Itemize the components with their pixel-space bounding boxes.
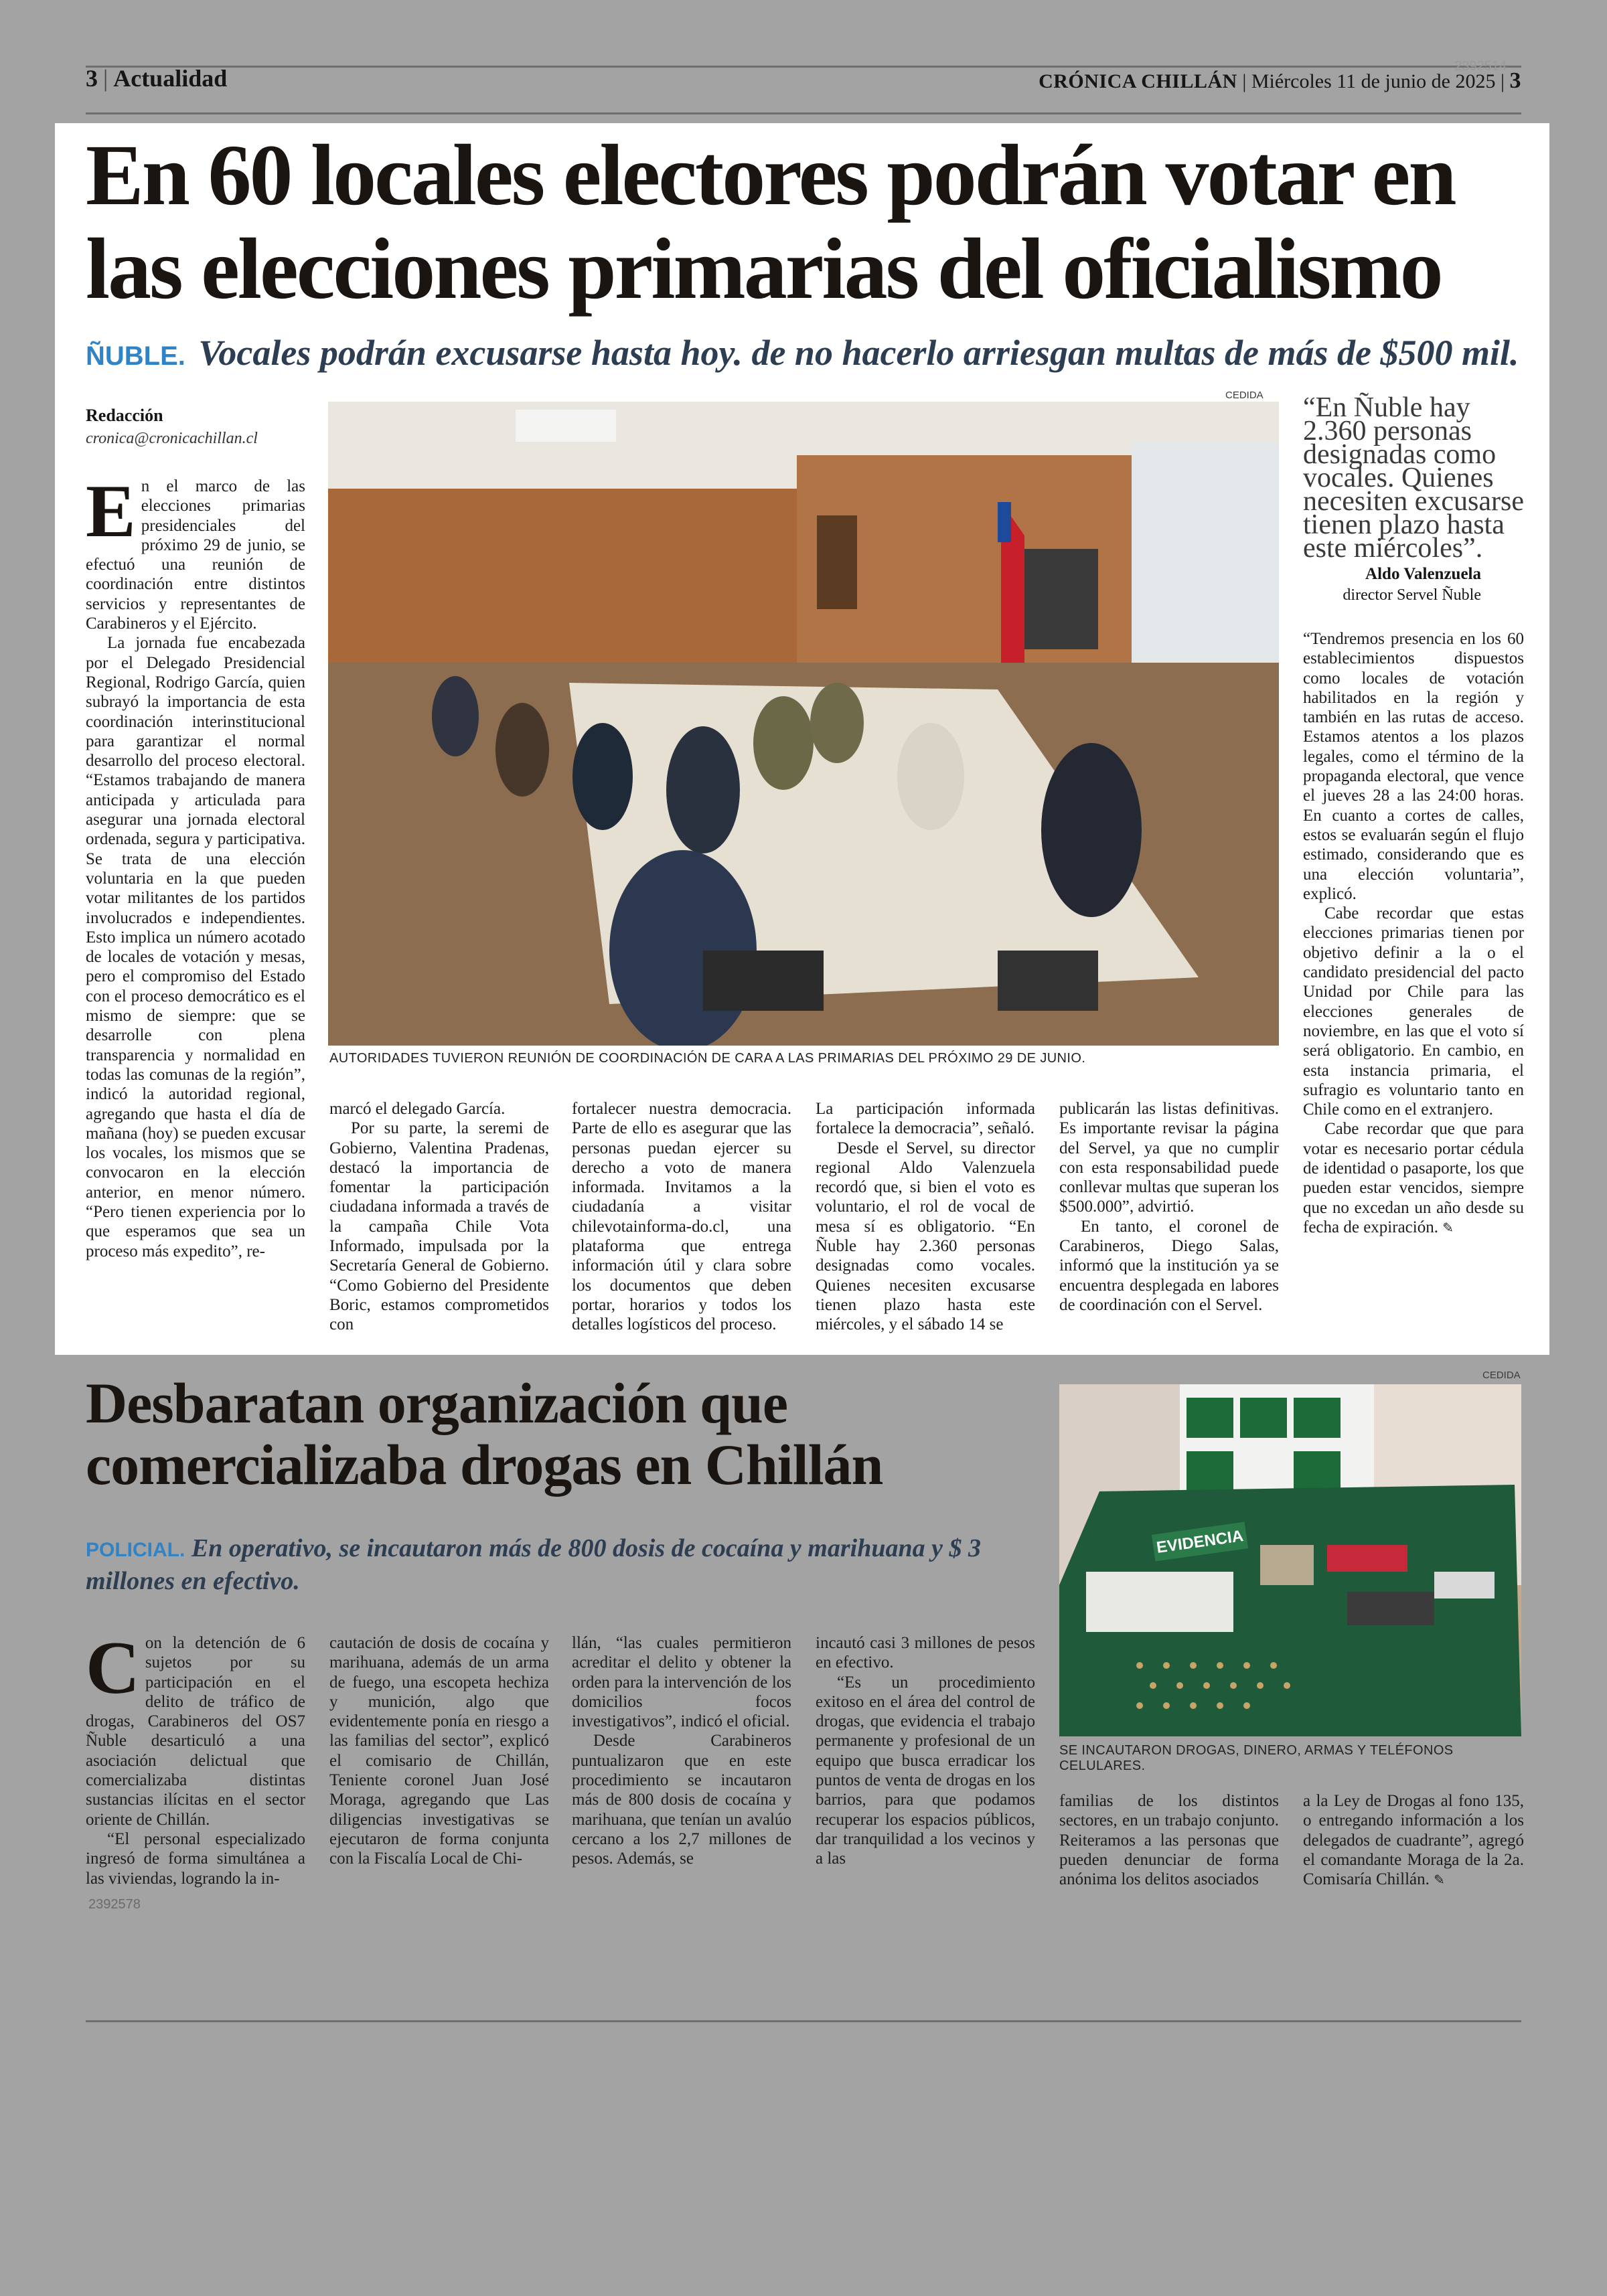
pull-quote: “En Ñuble hay 2.360 personas designadas como vocales. Quienes necesiten excusarse tienen plazo hasta este miércoles”.: [1303, 392, 1524, 564]
seized-items-photo: [1059, 1384, 1521, 1736]
paragraph-text: a la Ley de Drogas al fono 135, o entregando información a los delegados de cuadrante”, agregó el comandante Moraga de la 2a. Comisaría Chillán.: [1303, 1792, 1524, 1889]
evidence-sign: EVIDENCIA: [1155, 1527, 1245, 1557]
paragraph: marcó el delegado García.: [329, 1100, 506, 1118]
paragraph: La participación informada fortalece la democracia”, señaló.: [816, 1100, 1035, 1138]
article2-column-5: [1059, 1791, 1279, 1889]
page-id-top: 2392514: [1454, 59, 1507, 74]
paragraph: familias de los distintos sectores, en un trabajo conjunto. Reiteramos a las personas que pueden denunciar de forma anónima los delitos asociados: [1059, 1792, 1279, 1889]
end-mark-icon: ✎: [1442, 1219, 1454, 1236]
footer-rule: [86, 2020, 1521, 2022]
paragraph: n el marco de las elecciones primarias presidenciales del próximo 29 de junio, se efectuó una reunión de coordinación entre distintos servicios y representantes de Carabineros y el Ejército.: [86, 477, 305, 633]
paragraph: Desde Carabineros puntualizaron que en este procedimiento se incautaron más de 800 dosis de cocaína y marihuana, que tenían un avalúo cercano a los 2,7 millones de pesos. Además, se: [572, 1732, 791, 1868]
article2-kicker: POLICIAL.: [86, 1539, 185, 1561]
dropcap: E: [86, 470, 136, 553]
header-top-rule: [86, 66, 1521, 68]
paragraph: publicarán las listas definitivas. Es importante revisar la página del Servel, ya que no cumplir con esta responsabilidad puede conllevar multas que superan los $500.000”, advirtió.: [1059, 1100, 1279, 1216]
article1-column-1: [86, 470, 305, 1261]
article1-column-2: [329, 1099, 549, 1335]
photo2-credit: CEDIDA: [1482, 1370, 1521, 1381]
paragraph: cautación de dosis de cocaína y marihuana, además de un arma de fuego, una escopeta hechiza y munición, algo que evidentemente ponía en riesgo a las familias del sector”, explicó el comisario de Chillán, Teniente coronel Juan José Moraga, agregando que Las diligencias investigativas se ejecutaron de forma conjunta con la Fiscalía Local de Chi-: [329, 1634, 549, 1868]
page-number-right: 3: [1509, 68, 1521, 93]
paragraph: Por su parte, la seremi de Gobierno, Valentina Pradenas, destacó la importancia de fomentar la participación ciudadana informada a través de la campaña Chile Vota Informado, impulsada por la Secretaría General de Gobierno. “Como Gobierno del Presidente Boric, estamos comprometidos con: [329, 1119, 549, 1334]
masthead-info: CRÓNICA CHILLÁN | Miércoles 11 de junio de 2025 | 3: [1039, 68, 1521, 93]
paragraph: En tanto, el coronel de Carabineros, Diego Salas, informó que la institución ya se encuentra desplegada en labores de coordinación con el Servel.: [1059, 1217, 1279, 1314]
page-number-left: 3: [86, 65, 98, 92]
paragraph: fortalecer nuestra democracia. Parte de ello es asegurar que las personas puedan ejercer su derecho a voto de manera informada. Invitamos a la ciudadanía a visitar chilevotainforma-do.cl, una plataforma que entrega información útil y clara sobre los documentos que deben portar, horarios y todos los detalles logísticos del proceso.: [572, 1100, 791, 1334]
article1-kicker: ÑUBLE.: [86, 341, 185, 371]
article2-column-2: [329, 1633, 549, 1869]
issue-date: Miércoles 11 de junio de 2025: [1251, 70, 1496, 92]
byline: Redacción: [86, 406, 163, 425]
article1-subtitle: [86, 332, 1525, 374]
article1-column-4: [816, 1099, 1035, 1335]
newspaper-name: CRÓNICA CHILLÁN: [1039, 70, 1237, 92]
paragraph: Desde el Servel, su director regional Aldo Valenzuela recordó que, si bien el voto es voluntario, el rol de vocal de mesa sí es obligatorio. “En Ñuble hay 2.360 personas designadas como vocales. Quienes necesiten excusarse tienen plazo hasta este miércoles, y el sábado 14 se: [816, 1139, 1035, 1334]
article1-column-3: [572, 1099, 791, 1335]
article1-column-5: [1059, 1099, 1279, 1315]
section-name: Actualidad: [113, 65, 228, 92]
page-id-bottom: 2392578: [88, 1897, 141, 1912]
article1-column-6: [1303, 629, 1524, 1238]
photo2-caption: SE INCAUTARON DROGAS, DINERO, ARMAS Y TELÉFONOS CELULARES.: [1059, 1743, 1454, 1773]
paragraph: “El personal especializado ingresó de forma simultánea a las viviendas, logrando la in-: [86, 1829, 305, 1888]
paragraph: “Es un procedimiento exitoso en el área del control de drogas, que evidencia el trabajo permanente y profesional de un equipo que busca erradicar los puntos de venta de drogas en los barrios, para que podamos recuperar los espacios públicos, dar tranquilidad a los vecinos y a las: [816, 1673, 1035, 1868]
article2-column-4: [816, 1633, 1035, 1869]
header-bottom-rule: [86, 112, 1521, 114]
quote-author: Aldo Valenzuela: [1365, 565, 1481, 583]
article1-subtitle-text: Vocales podrán excusarse hasta hoy. de no hacerlo arriesgan multas de más de $500 mil.: [198, 333, 1519, 373]
meeting-photo-illustration: [328, 402, 1279, 1046]
paragraph: La jornada fue encabezada por el Delegado Presidencial Regional, Rodrigo García, quien subrayó la importancia de esta coordinación interinstitucional para garantizar el normal desarrollo del proceso electoral. “Estamos trabajando de manera anticipada y articulada para asegurar una jornada electoral ordenada, segura y participativa. Se trata de una elección voluntaria en la que pueden votar militantes de los partidos involucrados e independientes. Esto implica un número acotado de locales de votación y mesas, pero el compromiso del Estado con el proceso democrático es el mismo de siempre: que se desarrolle con plena transparencia y normalidad en todas las comunas de la región”, indicó la autoridad regional, agregando que hasta el día de mañana (hoy) se pueden excusar los vocales, los mismos que se convocaron en la elección anterior, en menor número. “Pero tienen experiencia por lo que esperamos que sea un proceso más expedito”, re-: [86, 634, 305, 1260]
section-header: 3 | Actualidad: [86, 65, 228, 92]
article2-subtitle-text: En operativo, se incautaron más de 800 dosis de cocaína y marihuana y $ 3 millones en efectivo.: [86, 1534, 981, 1595]
seized-items-illustration: [1059, 1384, 1521, 1736]
article2-column-6: [1303, 1791, 1524, 1890]
article2-column-3: [572, 1633, 791, 1869]
paragraph: on la detención de 6 sujetos por su participación en el delito de tráfico de drogas, Carabineros del OS7 Ñuble desarticuló a una asociación delictual que comercializaba distintas sustancias ilícitas en el sector oriente de Chillán.: [86, 1634, 305, 1829]
quote-role: director Servel Ñuble: [1343, 586, 1481, 604]
paragraph: [1303, 1791, 1524, 1890]
byline-email: cronica@cronicachillan.cl: [86, 430, 258, 447]
paragraph: incautó casi 3 millones de pesos en efectivo.: [816, 1634, 1035, 1672]
paragraph: “Tendremos presencia en los 60 establecimientos dispuestos como locales de votación habilitados en la región y también en las rutas de acceso. Estamos atentos a los plazos legales, como el término de la propaganda electoral, que vence el jueves 28 a las 24:00 horas. En cuanto a cortes de calles, estos se evaluarán según el flujo estimado, considerando que es una elección voluntaria”, explicó.: [1303, 630, 1524, 903]
article2-headline: Desbaratan organización que comercializaba drogas en Chillán: [86, 1371, 883, 1497]
paragraph-text: Cabe recordar que que para votar es necesario portar cédula de identidad o pasaporte, los que pueden estar vencidos, siempre que no excedan un año desde su fecha de expiración.: [1303, 1120, 1524, 1236]
photo-caption: AUTORIDADES TUVIERON REUNIÓN DE COORDINACIÓN DE CARA A LAS PRIMARIAS DEL PRÓXIMO 29 DE JUNIO.: [329, 1051, 1086, 1066]
article2-subtitle: [86, 1533, 1050, 1596]
meeting-photo: [328, 402, 1279, 1046]
article2-column-1: [86, 1627, 305, 1888]
dropcap: C: [86, 1627, 140, 1710]
end-mark-icon: ✎: [1434, 1872, 1445, 1888]
article1-headline: En 60 locales electores podrán votar en las elecciones primarias del oficialismo: [86, 127, 1455, 317]
paragraph: Cabe recordar que estas elecciones primarias tienen por objetivo definir a la o el candidato presidencial del pacto Unidad por Chile para las elecciones generales de noviembre, en las que el voto sí será obligatorio. En cambio, en esta instancia primaria, el sufragio es voluntario tanto en Chile como en el extranjero.: [1303, 904, 1524, 1119]
photo-credit: CEDIDA: [1225, 390, 1264, 401]
paragraph: [1303, 1119, 1524, 1238]
paragraph: llán, “las cuales permitieron acreditar el delito y obtener la orden para la intervención de los domicilios focos investigativos”, indicó el oficial.: [572, 1634, 791, 1731]
